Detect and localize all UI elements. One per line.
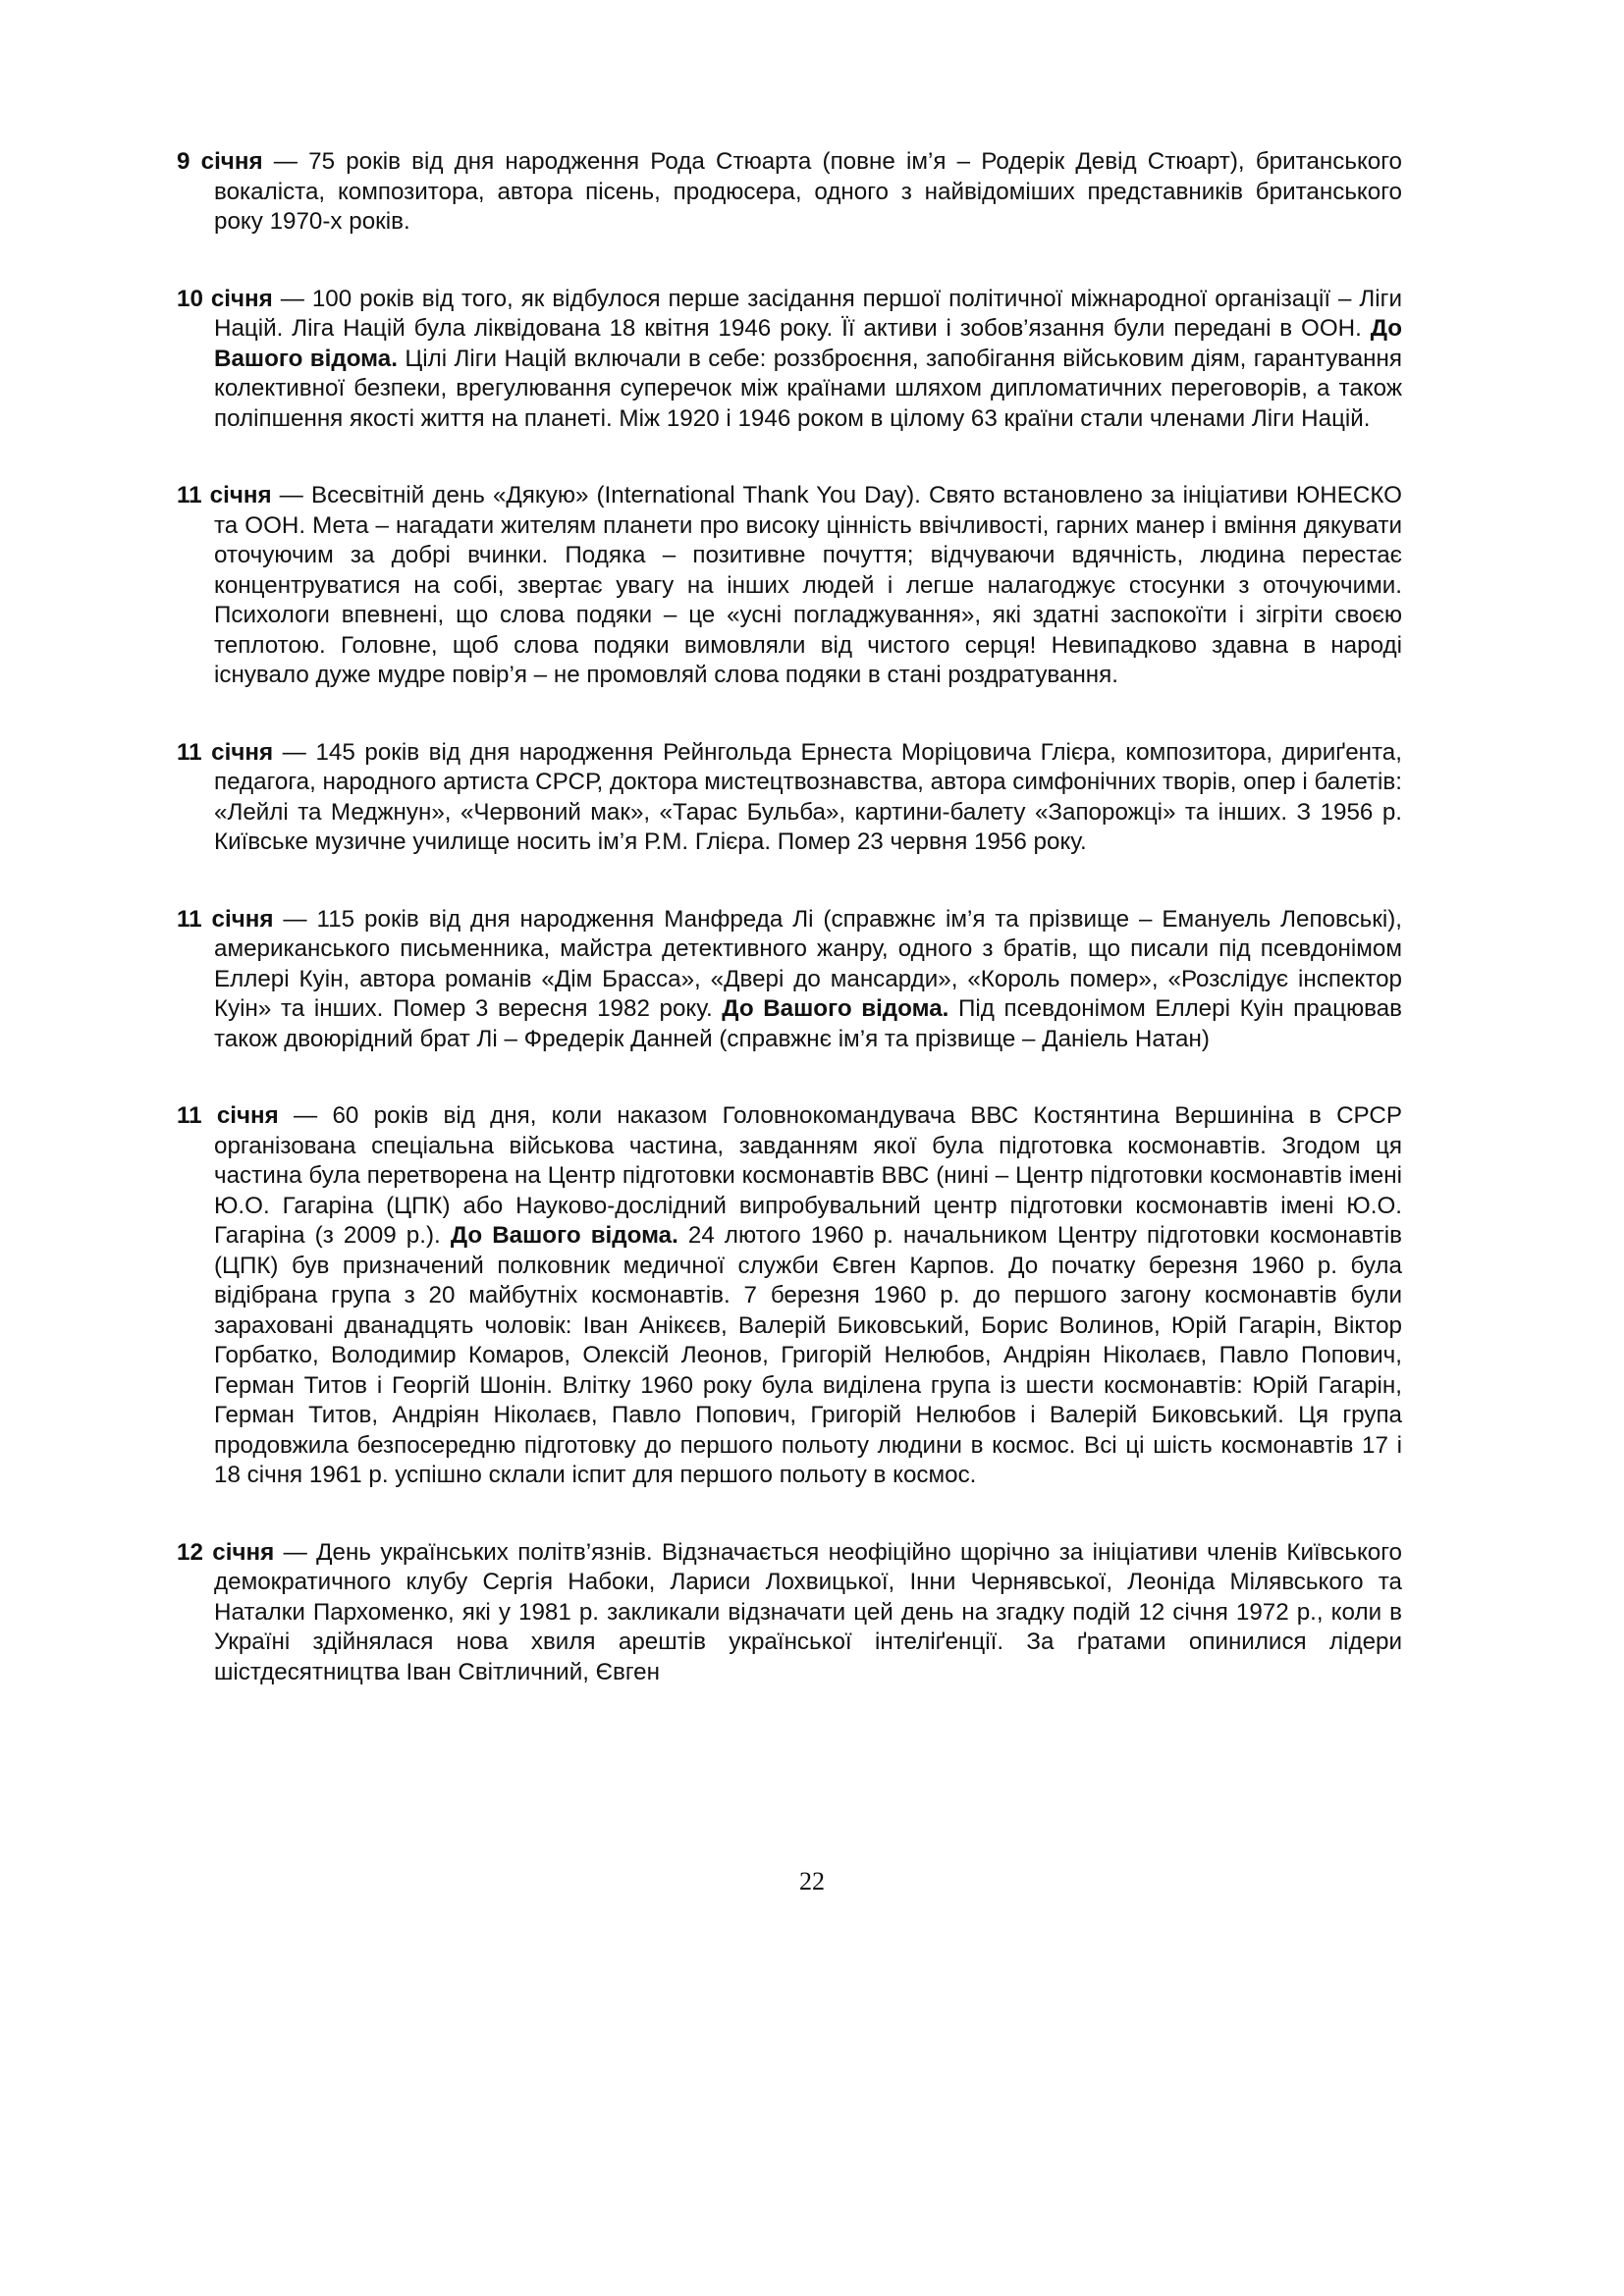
entry-text: — 75 років від дня народження Рода Стюарта (повне ім’я – Родерік Девід Стюарт), британського вокаліста, композитора, автора пісень, продюсера, одного з найвідоміших представників британського року 1970-х років. — [214, 148, 1403, 235]
entry-date: 11 січня — [177, 905, 274, 933]
calendar-entry — [177, 905, 1402, 1055]
document-page — [177, 147, 1402, 1735]
calendar-entry — [177, 1101, 1402, 1491]
note-label: До Вашого відома. — [722, 995, 949, 1022]
entry-text: Цілі Ліги Націй включали в себе: роззброєння, запобігання військовим діям, гарантування колективної безпеки, врегулювання суперечок між країнами шляхом дипломатичних переговорів, а також поліпшення якості життя на планеті. Між 1920 і 1946 роком в цілому 63 країни стали членами Ліги Націй. — [214, 345, 1402, 432]
entry-text: — Всесвітній день «Дякую» (International Thank You Day). Свято встановлено за ініціативи ЮНЕСКО та ООН. Мета – нагадати жителям планети про високу цінність ввічливості, гарних манер і вміння дякувати оточуючим за добрі вчинки. Подяка – позитивне почуття; відчуваючи вдячність, людина перестає концентруватися на собі, звертає увагу на інших людей і легше налагоджує стосунки з оточуючими. Психологи впевнені, що слова подяки – це «усні погладжування», які здатні заспокоїти і зігріти своєю теплотою. Головне, щоб слова подяки вимовляли від чистого серця! Невипадково здавна в народі існувало дуже мудре повір’я – не промовляй слова подяки в стані роздратування. — [214, 482, 1402, 688]
entry-text: Під псевдонімом Еллері Куін працював також двоюрідний брат Лі – Фредерік Данней (справжнє ім’я та прізвище – Даніель Натан) — [214, 995, 1402, 1052]
calendar-entry — [177, 285, 1402, 435]
entry-date: 11 січня — [177, 482, 272, 508]
entry-text: — 60 років від дня, коли наказом Головнокомандувача ВВС Костянтина Вершиніна в СРСР організована спеціальна військова частина, завданням якої була підготовка космонавтів. Згодом ця частина була перетворена на Центр підготовки космонавтів ВВС (нині – Центр підготовки космонавтів імені Ю.О. Гагаріна (ЦПК) або Науково-дослідний випробувальний центр підготовки космонавтів імені Ю.О. Гагаріна (з 2009 р.). — [214, 1102, 1402, 1249]
note-label: До Вашого відома. — [450, 1222, 678, 1249]
entry-date: 11 січня — [177, 1102, 279, 1129]
entry-text: — 100 років від того, як відбулося перше засідання першої політичної міжнародної організації – Ліги Націй. Ліга Націй була ліквідована 18 квітня 1946 року. Її активи і зобов’язання були передані в ООН. — [214, 285, 1402, 342]
entry-date: 11 січня — [177, 738, 274, 766]
calendar-entry — [177, 738, 1402, 858]
entry-text: 24 лютого 1960 р. начальником Центру підготовки космонавтів (ЦПК) був призначений полковник медичної служби Євген Карпов. До початку березня 1960 р. була відібрана група з 20 майбутніх космонавтів. 7 березня 1960 р. до першого загону космонавтів були зараховані дванадцять чоловік: Іван Анікєєв, Валерій Биковський, Борис Волинов, Юрій Гагарін, Віктор Горбатко, Володимир Комаров, Олексій Леонов, Григорій Нелюбов, Андріян Ніколаєв, Павло Попович, Герман Титов і Георгій Шонін. Влітку 1960 року була виділена група із шести космонавтів: Юрій Гагарін, Герман Титов, Андріян Ніколаєв, Павло Попович, Григорій Нелюбов і Валерій Биковський. Ця група продовжила безпосередню підготовку до першого польоту людини в космос. Всі ці шість космонавтів 17 і 18 січня 1961 р. успішно склали іспит для першого польоту в космос. — [214, 1222, 1402, 1488]
calendar-entry — [177, 1538, 1402, 1688]
entry-text: — 145 років від дня народження Рейнгольда Ернеста Моріцовича Глієра, композитора, дириґента, педагога, народного артиста СРСР, доктора мистецтвознавства, автора симфонічних творів, опер і балетів: «Лейлі та Меджнун», «Червоний мак», «Тарас Бульба», картини-балету «Запорожці» та інших. З 1956 р. Київське музичне училище носить ім’я Р.М. Глієра. Помер 23 червня 1956 року. — [214, 738, 1402, 855]
entry-date: 9 січня — [177, 148, 263, 175]
note-label: До Вашого відома. — [214, 315, 1402, 372]
entry-text: — 115 років від дня народження Манфреда Лі (справжнє ім’я та прізвище – Емануель Леповські), американського письменника, майстра детективного жанру, одного з братів, що писали під псевдонімом Еллері Куін, автора романів «Дім Брасса», «Двері до мансарди», «Король помер», «Розслідує інспектор Куін» та інших. Помер 3 вересня 1982 року. — [214, 905, 1402, 1022]
page-number: 22 — [799, 1867, 825, 1896]
entry-date: 10 січня — [177, 285, 273, 312]
calendar-entry — [177, 481, 1402, 691]
entry-text: — День українських політв’язнів. Відзначається неофіційно щорічно за ініціативи членів Київського демократичного клубу Сергія Набоки, Лариси Лохвицької, Інни Чернявської, Леоніда Мілявського та Наталки Пархоменко, які у 1981 р. закликали відзначати цей день на згадку подій 12 січня 1972 р., коли в Україні здійнялася нова хвиля арештів української інтеліґенції. За ґратами опинилися лідери шістдесятництва Іван Світличний, Євген — [214, 1538, 1403, 1685]
calendar-entry — [177, 147, 1402, 238]
entry-date: 12 січня — [177, 1538, 275, 1566]
